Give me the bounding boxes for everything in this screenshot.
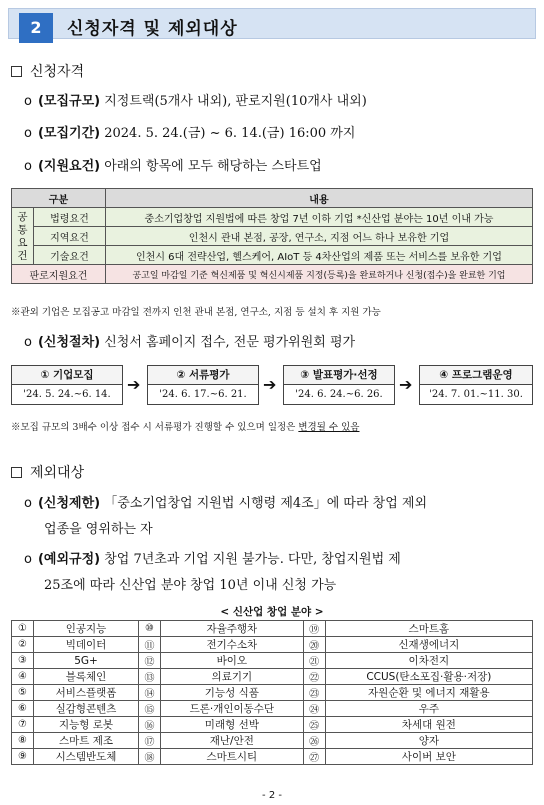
table-header-content: 내용 — [105, 189, 532, 208]
field-name: 바이오 — [161, 653, 304, 669]
field-name: 우주 — [325, 701, 532, 717]
field-name: 지능형 로봇 — [34, 717, 139, 733]
table-row — [12, 685, 533, 701]
section-title: 신청자격 및 제외대상 — [67, 19, 238, 39]
step-title: ① 기업모집 — [12, 366, 122, 385]
requirement-content: 중소기업창업 지원법에 따른 창업 7년 이하 기업 *신산업 분야는 10년 이내 가능 — [105, 208, 532, 227]
step-date: '24. 6. 17.~6. 21. — [159, 389, 247, 400]
step-date: '24. 5. 24.~6. 14. — [23, 389, 111, 400]
field-name: 자율주행차 — [161, 621, 304, 637]
field-name: 기능성 식품 — [161, 685, 304, 701]
table-header-category: 구분 — [12, 189, 106, 208]
arrow-right-icon: ➔ — [127, 375, 141, 394]
requirement-sub: 법령요건 — [34, 208, 106, 227]
field-name: 드론·개인이동수단 — [161, 701, 304, 717]
field-number: ⑫ — [139, 653, 161, 669]
field-number: ⑭ — [139, 685, 161, 701]
field-number: ⑩ — [139, 621, 161, 637]
requirement-sub: 기술요건 — [34, 246, 106, 265]
field-number: ⑲ — [303, 621, 325, 637]
new-industry-fields-table — [11, 620, 533, 765]
table-row — [12, 637, 533, 653]
field-number: ㉗ — [303, 749, 325, 765]
step-box — [419, 365, 533, 405]
table-row — [12, 265, 533, 284]
field-name: 양자 — [325, 733, 532, 749]
recruit-scale-item: o (모집규모) 지정트랙(5개사 내외), 판로지원(10개사 내외) — [24, 94, 367, 109]
field-name: 5G+ — [34, 653, 139, 669]
field-number: ③ — [12, 653, 34, 669]
field-number: ㉒ — [303, 669, 325, 685]
arrow-right-icon: ➔ — [399, 375, 413, 394]
field-name: 스마트 제조 — [34, 733, 139, 749]
step-box — [11, 365, 123, 405]
recruit-period-item: o (모집기간) 2024. 5. 24.(금) ~ 6. 14.(금) 16:00 까지 — [24, 126, 356, 141]
step-date: '24. 6. 24.~6. 26. — [295, 389, 383, 400]
field-name: 블록체인 — [34, 669, 139, 685]
field-number: ① — [12, 621, 34, 637]
field-number: ② — [12, 637, 34, 653]
field-name: 자원순환 및 에너지 재활용 — [325, 685, 532, 701]
procedure-item: o (신청절차) 신청서 홈페이지 접수, 전문 평가위원회 평가 — [24, 335, 356, 350]
restriction-item-cont: 업종을 영위하는 자 — [44, 522, 153, 537]
table-row — [12, 246, 533, 265]
square-bullet-icon — [11, 467, 22, 478]
field-name: 시스템반도체 — [34, 749, 139, 765]
field-name: 스마트시티 — [161, 749, 304, 765]
table-row — [12, 733, 533, 749]
field-name: 미래형 선박 — [161, 717, 304, 733]
requirement-sub: 지역요건 — [34, 227, 106, 246]
field-number: ⑮ — [139, 701, 161, 717]
field-name: 스마트홈 — [325, 621, 532, 637]
field-number: ㉖ — [303, 733, 325, 749]
sales-support-label: 판로지원요건 — [12, 265, 106, 284]
sales-support-content: 공고일 마감일 기준 혁신제품 및 혁신시제품 지정(등록)을 완료하거나 신청(접수)을 완료한 기업 — [105, 265, 532, 284]
arrow-right-icon: ➔ — [263, 375, 277, 394]
exclusion-heading: 제외대상 — [11, 462, 84, 482]
step-title: ② 서류평가 — [148, 366, 258, 385]
table-row — [12, 749, 533, 765]
field-number: ⑱ — [139, 749, 161, 765]
section-header — [8, 8, 536, 39]
requirement-content: 인천시 관내 본점, 공장, 연구소, 지점 어느 하나 보유한 기업 — [105, 227, 532, 246]
field-name: CCUS(탄소포집·활용·저장) — [325, 669, 532, 685]
field-number: ⑤ — [12, 685, 34, 701]
restriction-item: o (신청제한) 「중소기업창업 지원법 시행령 제4조」에 따라 창업 제외 — [24, 496, 428, 511]
fields-title: < 신산업 창업 분야 > — [220, 606, 324, 618]
table-row — [12, 669, 533, 685]
field-number: ㉔ — [303, 701, 325, 717]
step-title: ④ 프로그램운영 — [420, 366, 532, 385]
field-number: ⑯ — [139, 717, 161, 733]
field-number: ㉓ — [303, 685, 325, 701]
page-number: - 2 - — [262, 790, 282, 801]
field-name: 재난/안전 — [161, 733, 304, 749]
table-row — [12, 701, 533, 717]
field-name: 전기수소차 — [161, 637, 304, 653]
common-requirements-label: 공 통 요 건 — [12, 208, 34, 265]
step-box — [147, 365, 259, 405]
field-name: 의료기기 — [161, 669, 304, 685]
field-number: ⑦ — [12, 717, 34, 733]
field-name: 차세대 원전 — [325, 717, 532, 733]
field-number: ⑰ — [139, 733, 161, 749]
field-number: ⑬ — [139, 669, 161, 685]
field-number: ㉑ — [303, 653, 325, 669]
step-box — [283, 365, 395, 405]
exception-item-cont: 25조에 따라 신산업 분야 창업 10년 이내 신청 가능 — [44, 578, 337, 593]
field-name: 신재생에너지 — [325, 637, 532, 653]
table-row — [12, 653, 533, 669]
section-number: 2 — [19, 13, 53, 43]
table-row — [12, 717, 533, 733]
field-name: 사이버 보안 — [325, 749, 532, 765]
table-row — [12, 227, 533, 246]
step-title: ③ 발표평가·선정 — [284, 366, 394, 385]
exception-item: o (예외규정) 창업 7년초과 기업 지원 불가능. 다만, 창업지원법 제 — [24, 552, 401, 567]
field-number: ⑨ — [12, 749, 34, 765]
outside-company-note: ※관외 기업은 모집공고 마감일 전까지 인천 관내 본점, 연구소, 지점 등 설치 후 지원 가능 — [11, 307, 381, 318]
qualification-heading: 신청자격 — [11, 61, 84, 81]
procedure-steps — [11, 365, 533, 405]
field-number: ⑥ — [12, 701, 34, 717]
field-number: ⑳ — [303, 637, 325, 653]
requirements-item: o (지원요건) 아래의 항목에 모두 해당하는 스타트업 — [24, 159, 322, 174]
field-name: 서비스플랫폼 — [34, 685, 139, 701]
field-number: ⑪ — [139, 637, 161, 653]
field-number: ㉕ — [303, 717, 325, 733]
square-bullet-icon — [11, 66, 22, 77]
requirement-content: 인천시 6대 전략산업, 헬스케어, AIoT 등 4차산업의 제품 또는 서비스를 보유한 기업 — [105, 246, 532, 265]
table-row — [12, 621, 533, 637]
field-name: 인공지능 — [34, 621, 139, 637]
field-name: 이차전지 — [325, 653, 532, 669]
table-row — [12, 208, 533, 227]
schedule-note: ※모집 규모의 3배수 이상 접수 시 서류평가 진행할 수 있으며 일정은 변경될 수 있음 — [11, 422, 360, 433]
requirements-table — [11, 188, 533, 284]
field-number: ⑧ — [12, 733, 34, 749]
step-date: '24. 7. 01.~11. 30. — [429, 389, 523, 400]
field-name: 빅데이터 — [34, 637, 139, 653]
field-number: ④ — [12, 669, 34, 685]
field-name: 실감형콘텐츠 — [34, 701, 139, 717]
